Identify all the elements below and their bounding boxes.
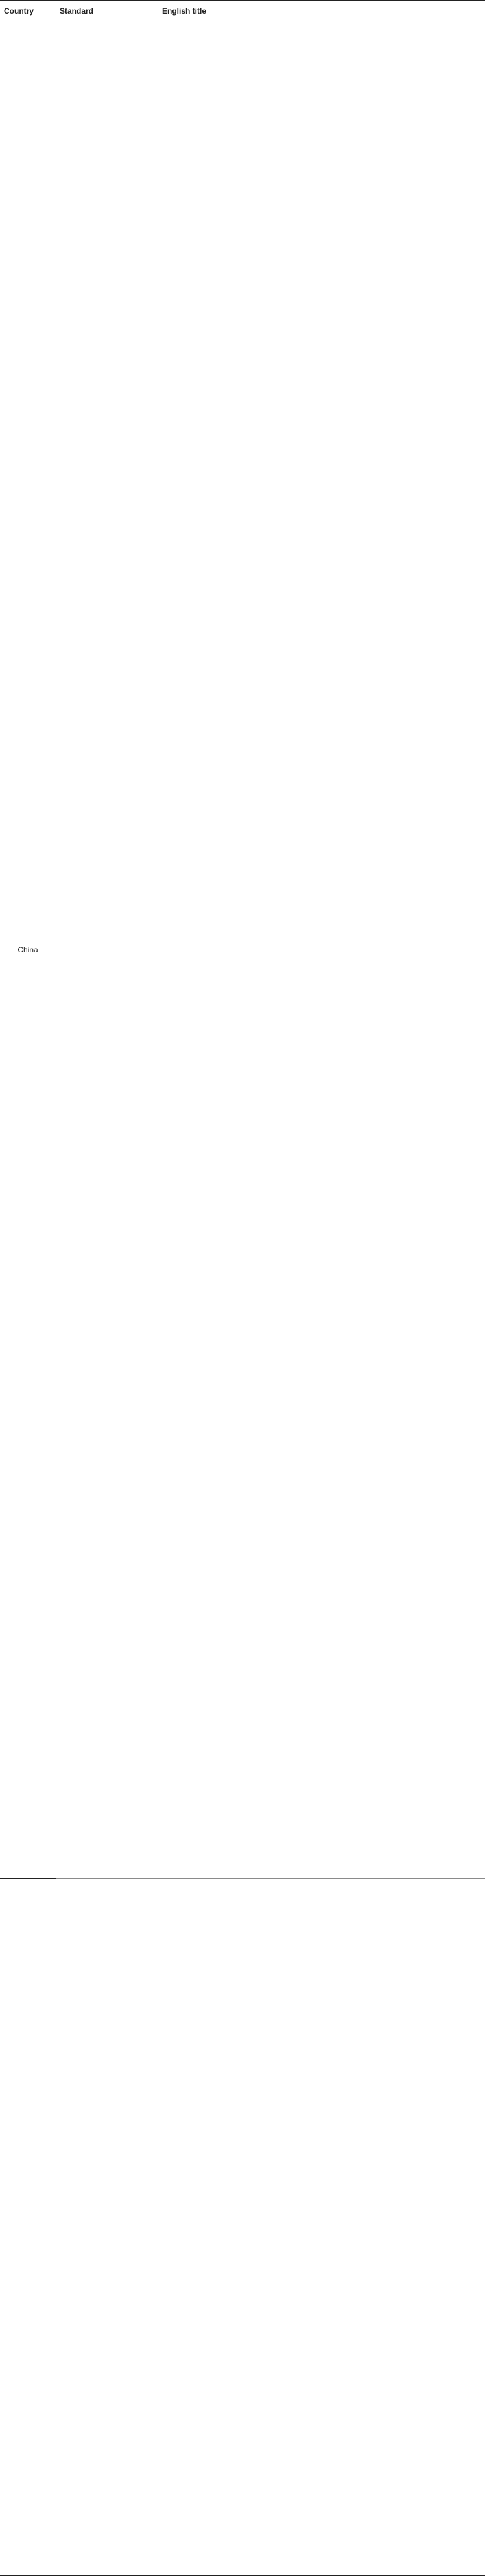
- table-filler-row: [0, 1879, 485, 2575]
- table-header-row: [0, 1, 485, 21]
- standard-cell: [56, 21, 158, 1879]
- column-header-standard: Standard: [56, 1, 158, 21]
- table-body: [0, 21, 485, 2576]
- filler-cell: [56, 1879, 158, 2575]
- filler-cell: [158, 1879, 485, 2575]
- column-header-english-title: English title: [158, 1, 485, 21]
- title-cell: [158, 21, 485, 1879]
- filler-cell: [0, 1879, 56, 2575]
- column-header-country: Country: [0, 1, 56, 21]
- table-row: [0, 21, 485, 1879]
- country-cell: China: [0, 21, 56, 1879]
